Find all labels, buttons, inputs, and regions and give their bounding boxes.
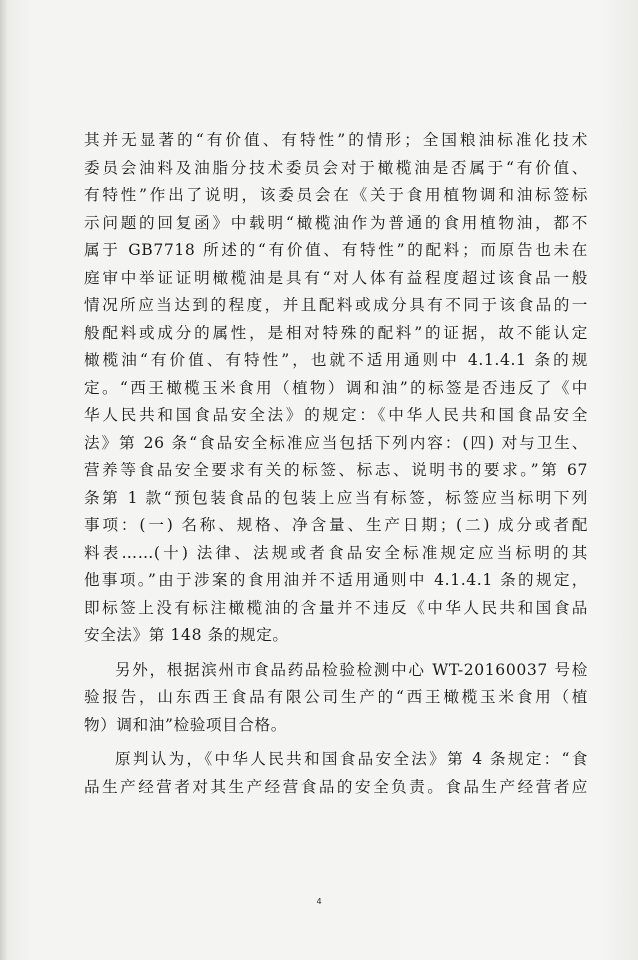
paragraph-line: 品生产经营者对其生产经营食品的安全负责。食品生产经营者应 [84, 777, 588, 796]
text-line: 庭审中举证证明橄榄油是具有“对人体有益程度超过该食品一般 [84, 268, 588, 287]
text-line: 华人民共和国食品安全法》的规定：《中华人民共和国食品安全 [84, 406, 588, 424]
text-line: 示问题的回复函》中载明“橄榄油作为普通的食用植物油，都不 [84, 213, 588, 232]
text-line: 其并无显著的“有价值、有特性”的情形；全国粮油标准化技术 [84, 131, 588, 149]
paragraph-line: 验报告，山东西王食品有限公司生产的“西王橄榄玉米食用（植 [84, 688, 588, 706]
paragraph-line: 原判认为，《中华人民共和国食品安全法》第 4 条规定：“食 [115, 750, 588, 768]
page-number: 4 [316, 897, 322, 906]
text-line: 属于 GB7718 所述的“有价值、有特性”的配料；而原告也未在 [84, 241, 588, 259]
text-line: 营养等食品安全要求有关的标签、标志、说明书的要求。”第 67 [84, 461, 588, 479]
text-line: 事项：(一) 名称、规格、净含量、生产日期；(二) 成分或者配 [84, 516, 588, 534]
text-line: 委员会油料及油脂分技术委员会对于橄榄油是否属于“有价值、 [84, 158, 588, 177]
text-line: 料表……(十) 法律、法规或者食品安全标准规定应当标明的其 [84, 543, 588, 562]
text-line: 条第 1 款“预包装食品的包装上应当有标签，标签应当标明下列 [84, 488, 588, 507]
body-text [84, 127, 588, 801]
paragraph-line: 另外，根据滨州市食品药品检验检测中心 WT-20160037 号检 [115, 660, 588, 679]
text-line: 般配料或成分的属性，是相对特殊的配料”的证据，故不能认定 [84, 323, 588, 342]
text-line: 情况所应当达到的程度，并且配料或成分具有不同于该食品的一 [84, 296, 588, 314]
text-line: 即标签上没有标注橄榄油的含量并不违反《中华人民共和国食品 [84, 598, 588, 617]
paragraph-line: 物）调和油”检验项目合格。 [84, 715, 287, 734]
text-line: 他事项。”由于涉案的食用油并不适用通则中 4.1.4.1 条的规定， [84, 571, 588, 589]
text-line: 橄榄油“有价值、有特性”，也就不适用通则中 4.1.4.1 条的规 [84, 351, 588, 369]
text-line: 安全法》第 148 条的规定。 [84, 626, 289, 644]
text-line: 定。“西王橄榄玉米食用（植物）调和油”的标签是否违反了《中 [84, 378, 588, 397]
text-line: 有特性”作出了说明，该委员会在《关于食用植物调和油标签标 [84, 186, 588, 204]
text-line: 法》第 26 条“食品安全标准应当包括下列内容：(四) 对与卫生、 [84, 433, 588, 452]
page-edge-shadow [0, 0, 8, 960]
